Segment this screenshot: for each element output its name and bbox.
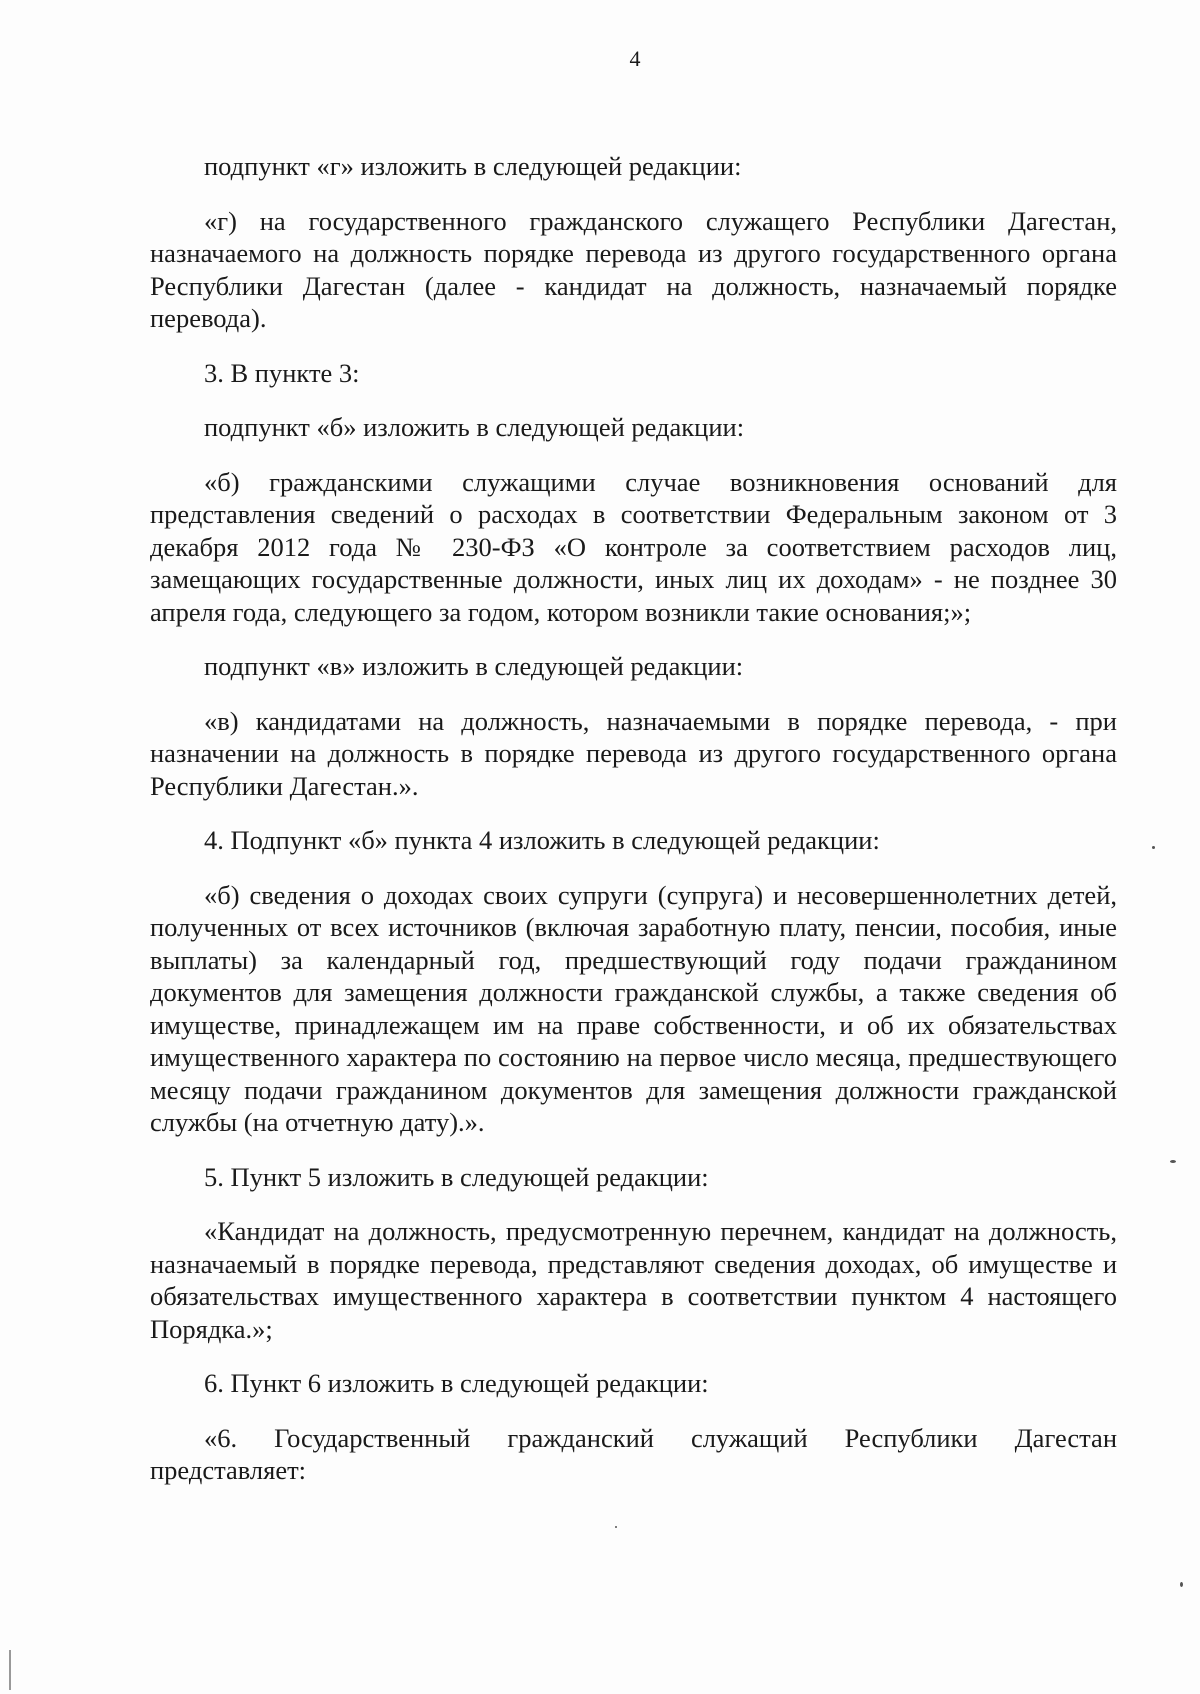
scan-speck — [1152, 846, 1155, 849]
paragraph: подпункт «г» изложить в следующей редакции: — [204, 151, 742, 181]
scan-speck — [1170, 1160, 1176, 1163]
paragraph: «б) сведения о доходах своих супруги (супруга) и несовершеннолетних детей, полученных от всех источников (включая заработную плату, пенсии, пособия, иные выплаты) за календарный год, предшествующий году подачи гражданином документов для замещения должности гражданской службы, а также сведения об имуществе, принадлежащем им на праве собственности, и об их обязательствах имущественного характера по состоянию на первое число месяца, предшествующего месяцу подачи гражданином документов для замещения должности гражданской службы (на отчетную дату).». — [150, 879, 1117, 1137]
scan-speck — [615, 1526, 617, 1528]
paragraph: подпункт «в» изложить в следующей редакции: — [204, 651, 744, 681]
paragraph: 3. В пункте 3: — [204, 357, 360, 388]
paragraph: «Кандидат на должность, предусмотренную перечнем, кандидат на должность, назначаемый в порядке перевода, представляют сведения доходах, об имуществе и обязательствах имущественного характера в соответствии пунктом 4 настоящего Порядка.»; — [150, 1216, 1117, 1344]
scan-speck — [1180, 1582, 1183, 1587]
paragraph: «б) гражданскими служащими случае возникновения оснований для представления сведений о расходах в соответствии Федеральным законом от 3 декабря 2012 года № 230-ФЗ «О контроле за соответствием расходов лиц, замещающих государственные должности, иных лиц их доходам» - не позднее 30 апреля года, следующего за годом, котором возникли такие основания;»; — [150, 466, 1117, 627]
document-body — [150, 150, 1117, 1509]
paragraph: «6. Государственный гражданский служащий Республики Дагестан представляет: — [150, 1422, 1117, 1485]
paragraph: подпункт «б» изложить в следующей редакции: — [204, 412, 745, 442]
scan-edge-line — [9, 1650, 11, 1690]
paragraph: 6. Пункт 6 изложить в следующей редакции: — [204, 1368, 709, 1398]
paragraph: 5. Пункт 5 изложить в следующей редакции: — [204, 1161, 709, 1192]
paragraph: «в) кандидатами на должность, назначаемыми в порядке перевода, - при назначении на должность в порядке перевода из другого государственного органа Республики Дагестан.». — [150, 705, 1117, 801]
paragraph: «г) на государственного гражданского служащего Республики Дагестан, назначаемого на должность порядке перевода из другого государственного органа Республики Дагестан (далее - кандидат на должность, назначаемый порядке перевода). — [150, 205, 1117, 333]
page-number: 4 — [629, 46, 641, 71]
paragraph: 4. Подпункт «б» пункта 4 изложить в следующей редакции: — [204, 825, 880, 855]
